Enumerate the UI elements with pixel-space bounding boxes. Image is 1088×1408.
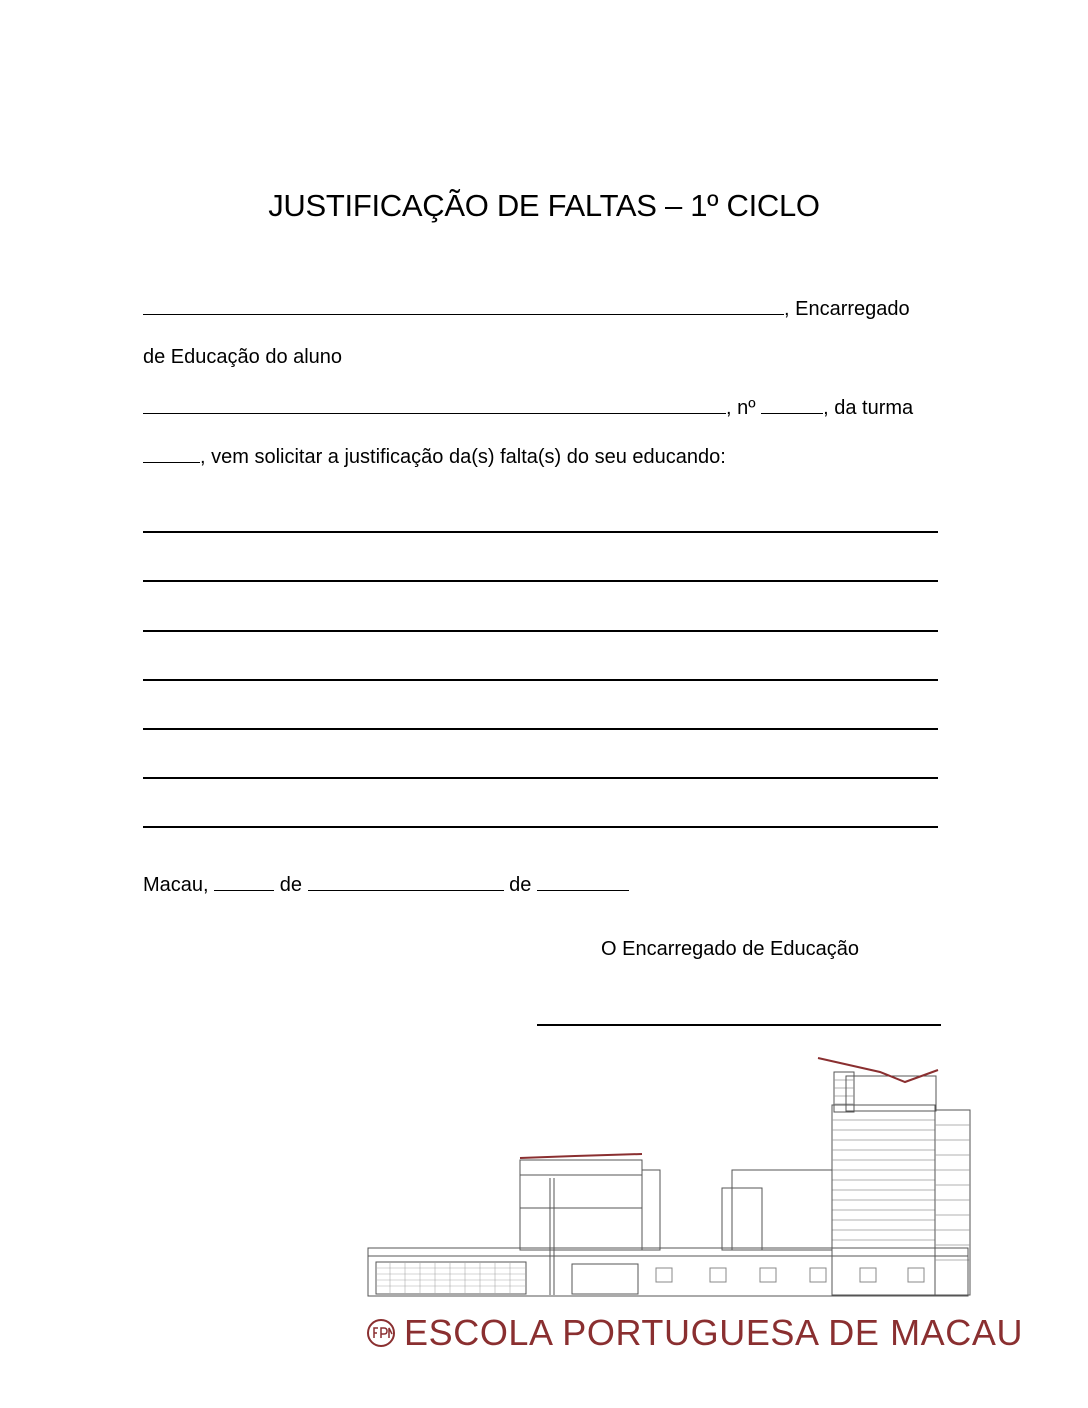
date-line <box>143 872 629 897</box>
date-de: de <box>279 874 302 896</box>
class-blank[interactable] <box>143 444 200 463</box>
justification-line[interactable] <box>143 728 938 730</box>
signature-line[interactable] <box>537 1024 941 1026</box>
guardian-suffix: , Encarregado <box>784 298 910 320</box>
student-name-blank[interactable] <box>143 395 726 414</box>
class-suffix: , da turma <box>823 397 914 419</box>
justification-line[interactable] <box>143 679 938 681</box>
justification-line[interactable] <box>143 531 938 533</box>
date-de: de <box>509 874 532 896</box>
page-title: JUSTIFICAÇÃO DE FALTAS – 1º CICLO <box>268 188 820 223</box>
year-blank[interactable] <box>537 872 629 891</box>
justification-line[interactable] <box>143 630 938 632</box>
school-logo-icon <box>366 1318 396 1348</box>
guardian-name-blank[interactable] <box>143 296 784 315</box>
month-blank[interactable] <box>308 872 504 891</box>
justification-line[interactable] <box>143 826 938 828</box>
justification-line[interactable] <box>143 777 938 779</box>
school-brand <box>366 1310 1023 1356</box>
day-blank[interactable] <box>214 872 274 891</box>
request-line <box>143 444 726 469</box>
signature-label: O Encarregado de Educação <box>601 938 859 960</box>
guardian-name-line <box>143 296 910 321</box>
school-building-illustration <box>360 1050 980 1308</box>
justification-line[interactable] <box>143 580 938 582</box>
request-text: , vem solicitar a justificação da(s) falta(s) do seu educando: <box>200 446 726 468</box>
school-name: ESCOLA PORTUGUESA DE MACAU <box>404 1312 1024 1353</box>
student-intro-line: de Educação do aluno <box>143 346 343 368</box>
number-prefix: , nº <box>726 397 756 419</box>
date-prefix: Macau, <box>143 874 209 896</box>
student-name-line <box>143 395 913 420</box>
student-number-blank[interactable] <box>761 395 823 414</box>
